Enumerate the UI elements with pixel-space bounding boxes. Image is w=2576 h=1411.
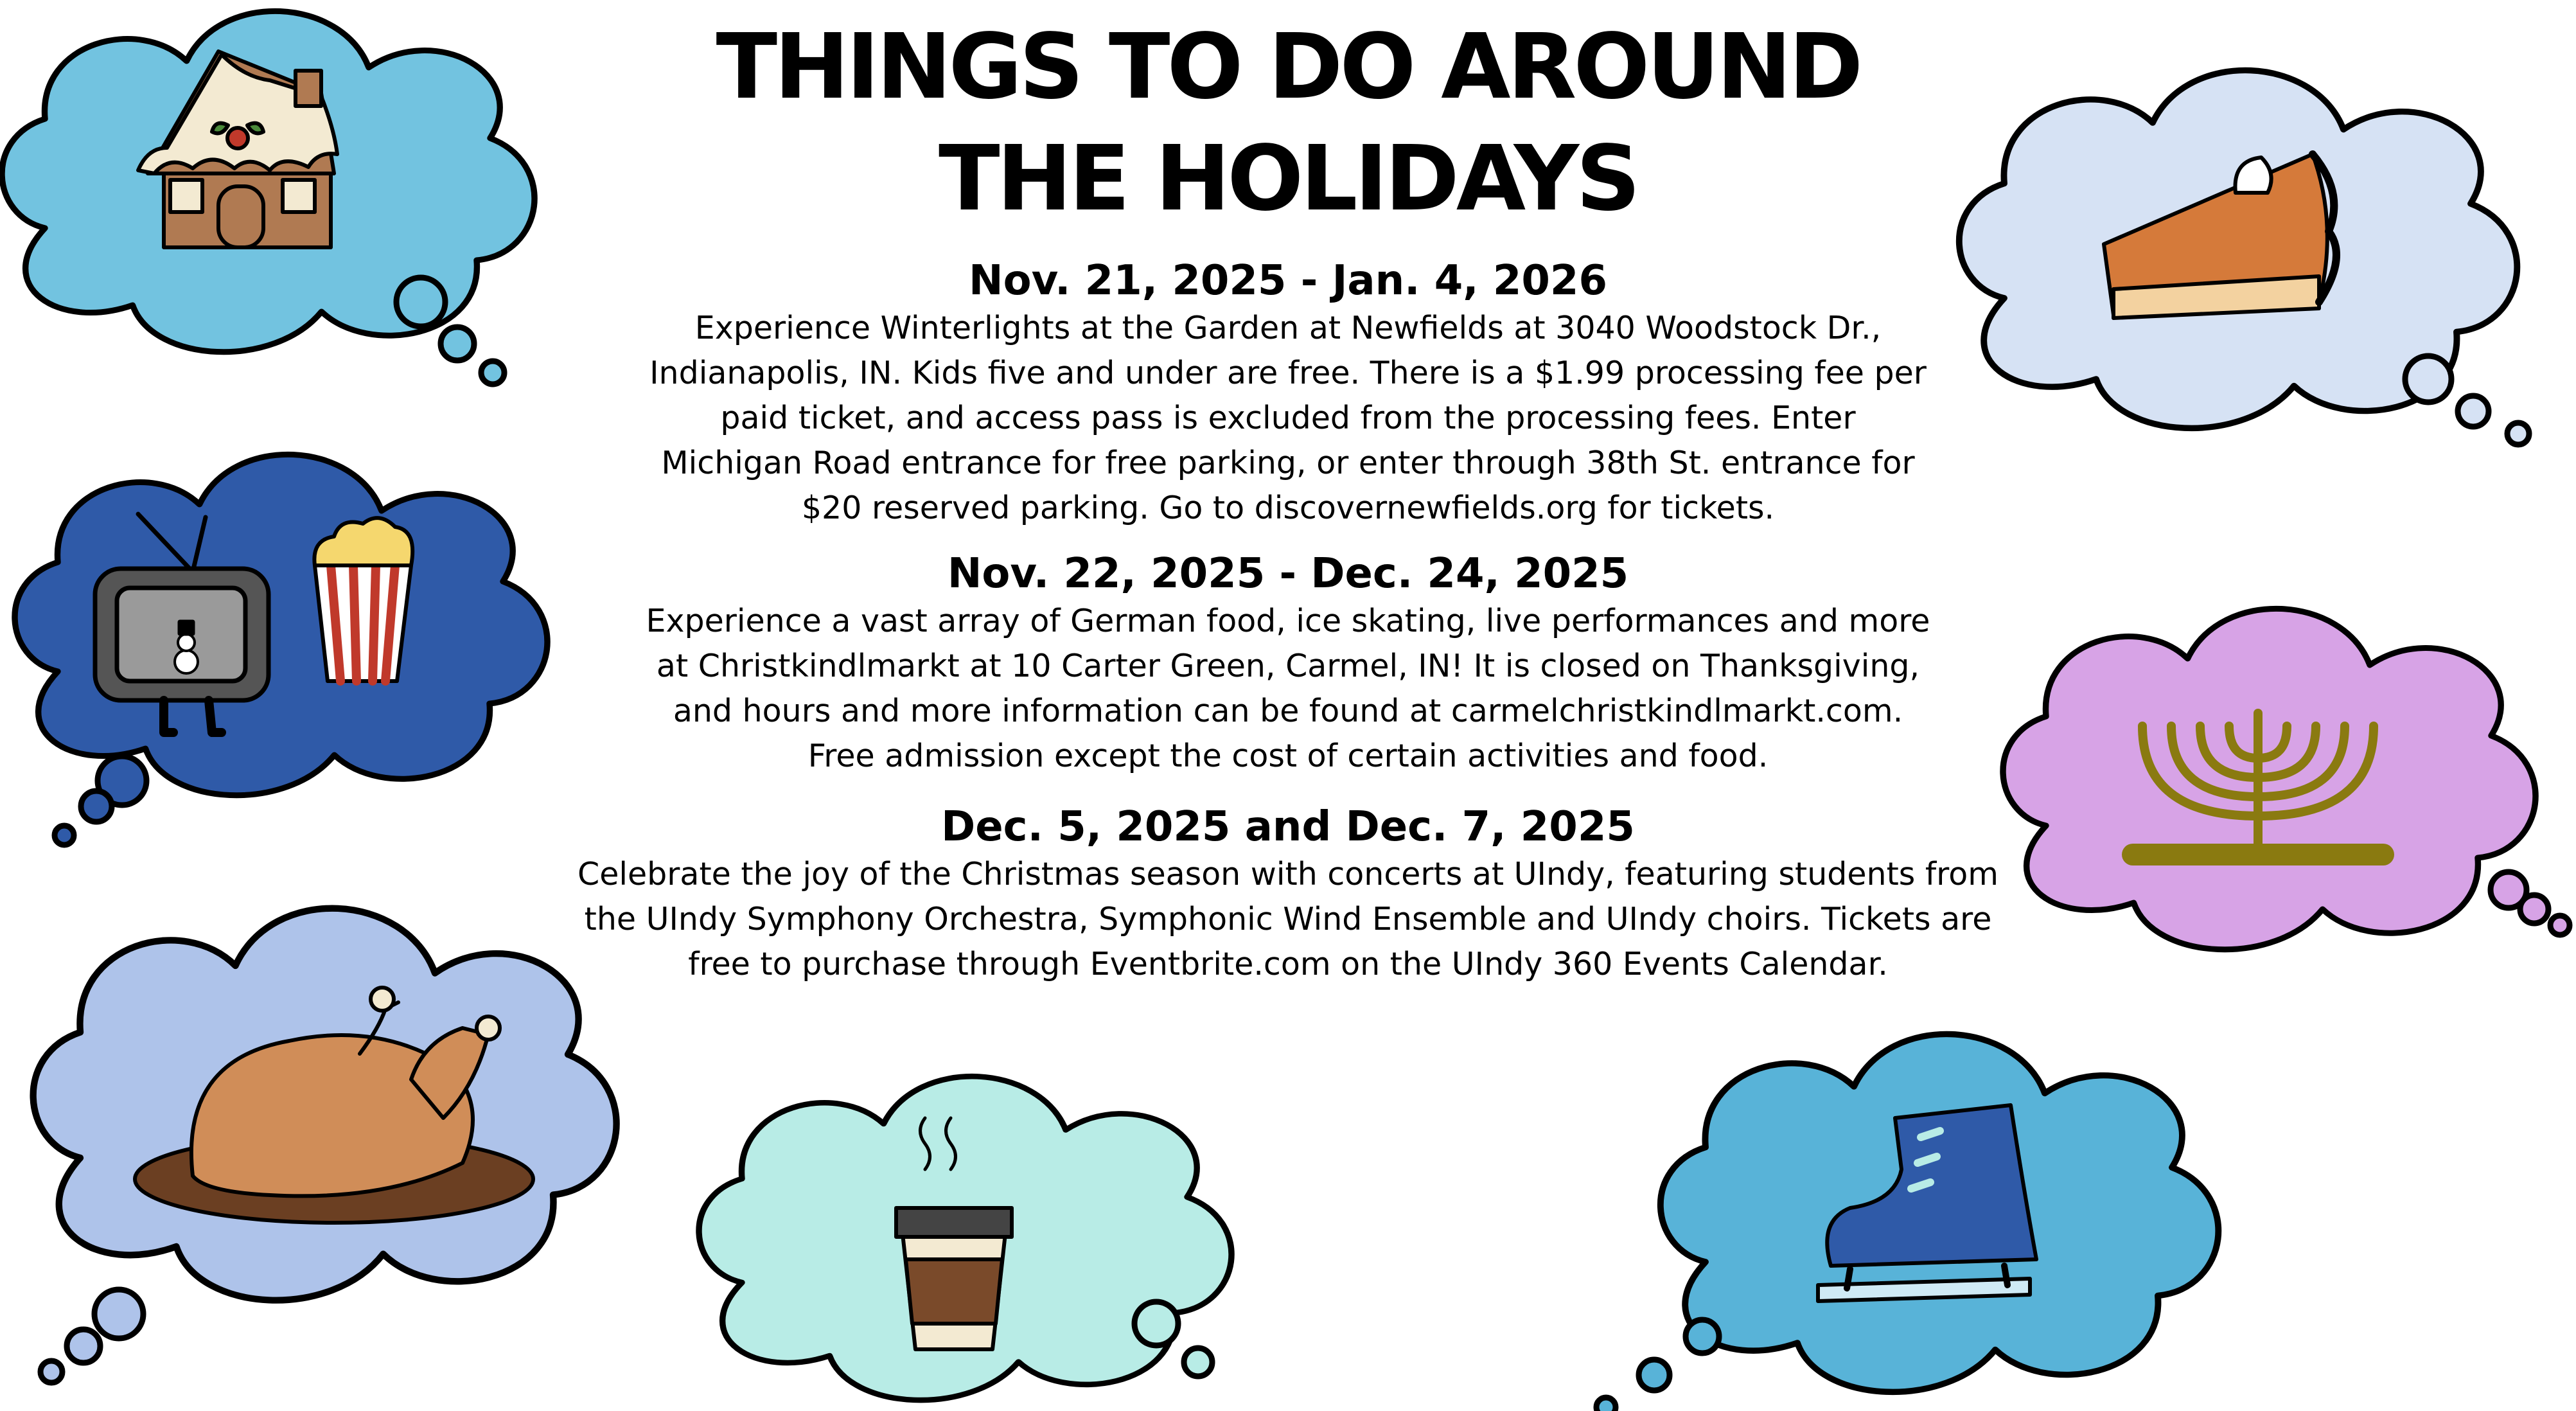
tv-popcorn-cloud: [15, 454, 547, 845]
coffee-cloud: [699, 1076, 1231, 1400]
event-date: Nov. 22, 2025 - Dec. 24, 2025: [947, 550, 1629, 598]
title-line-1: THINGS TO DO AROUND: [716, 15, 1860, 120]
event-date: Dec. 5, 2025 and Dec. 7, 2025: [941, 803, 1635, 851]
event-description: Experience a vast array of German food, ice skating, live performances and more at Christkindlmarkt at 10 Carter Green, Carmel, IN! It is closed on Thanksgiving, and hours and more information can be found at carmelchristkindlmarkt.com. Free admission except the cost of certain activities and food.: [646, 603, 1930, 774]
event-description: Experience Winterlights at the Garden at Newfields at 3040 Woodstock Dr., Indianapolis, IN. Kids five and under are free. There is a $1.99 processing fee per paid ticket, and access pass is excluded from the processing fees. Enter Michigan Road entrance for free parking, or enter through 38th St. entrance for $20 reserved parking. Go to discovernewfields.org for tickets.: [649, 310, 1927, 526]
roast-turkey-cloud: [33, 909, 617, 1383]
ice-skate-cloud: [1596, 1034, 2218, 1411]
page-title: [565, 12, 2011, 235]
event-description: Celebrate the joy of the Christmas season with concerts at UIndy, featuring students from the UIndy Symphony Orchestra, Symphonic Wind Ensemble and UIndy choirs. Tickets are free to purchase through Eventbrite.com on the UIndy 360 Events Calendar.: [578, 856, 1998, 982]
pumpkin-pie-cloud: [1959, 70, 2529, 445]
menorah-cloud: [2003, 608, 2570, 949]
event-list: [565, 0, 2011, 987]
popcorn-icon: [314, 518, 412, 681]
gingerbread-house-cloud: [2, 11, 534, 384]
event-date: Nov. 21, 2025 - Jan. 4, 2026: [969, 257, 1607, 305]
title-line-2: THE HOLIDAYS: [939, 127, 1637, 231]
